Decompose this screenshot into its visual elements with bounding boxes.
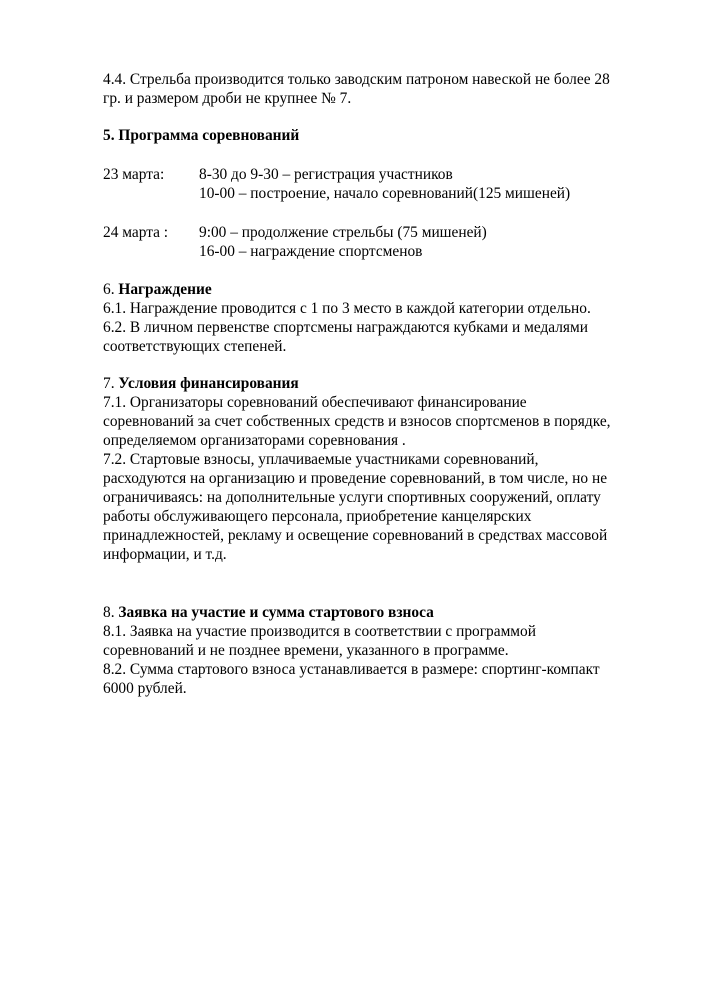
section-6-line: 6.1. Награждение проводится с 1 по 3 место в каждой категории отдельно.: [103, 300, 591, 317]
section-8-line: 8.1. Заявка на участие производится в соответствии с программой: [103, 623, 536, 640]
section-7-line: информации, и т.д.: [103, 546, 227, 563]
section-7-line: расходуются на организацию и проведение соревнований, в том числе, но не: [103, 470, 608, 487]
section-7-heading: [103, 374, 299, 393]
section-6-line: соответствующих степеней.: [103, 338, 287, 355]
section-8-line: соревнований и не позднее времени, указанного в программе.: [103, 642, 509, 659]
section-5-heading: 5. Программа соревнований: [103, 127, 300, 144]
section-7-line: определяемом организаторами соревнования .: [103, 432, 406, 449]
section-7-line: ограничиваясь: на дополнительные услуги спортивных сооружений, оплату: [103, 489, 601, 506]
section-7-line: 7.2. Стартовые взносы, уплачиваемые участниками соревнований,: [103, 451, 539, 468]
section-8-title: Заявка на участие и сумма стартового взноса: [118, 604, 434, 621]
section-6-heading: [103, 280, 212, 299]
section-7-number: 7.: [103, 375, 119, 392]
section-6-title: Награждение: [118, 281, 212, 298]
section-8-line: 6000 рублей.: [103, 680, 187, 697]
schedule-day2-date: 24 марта :: [103, 224, 169, 241]
section-7-line: принадлежностей, рекламу и освещение соревнований в средствах массовой: [103, 527, 608, 544]
item-4-4-line-1: 4.4. Стрельба производится только заводским патроном навеской не более 28: [103, 71, 610, 88]
section-6-number: 6.: [103, 281, 119, 298]
section-8-number: 8.: [103, 604, 119, 621]
schedule-day2-event: 9:00 – продолжение стрельбы (75 мишеней): [199, 224, 487, 241]
schedule-day1-event: 8-30 до 9-30 – регистрация участников: [199, 166, 453, 183]
schedule-day1-event: 10-00 – построение, начало соревнований(125 мишеней): [199, 185, 571, 202]
schedule-day2-event: 16-00 – награждение спортсменов: [199, 243, 423, 260]
item-4-4-line-2: гр. и размером дроби не крупнее № 7.: [103, 90, 352, 107]
section-8-heading: [103, 603, 434, 622]
section-7-line: работы обслуживающего персонала, приобретение канцелярских: [103, 508, 532, 525]
section-8-line: 8.2. Сумма стартового взноса устанавливается в размере: спортинг-компакт: [103, 661, 600, 678]
section-7-line: соревнований за счет собственных средств и взносов спортсменов в порядке,: [103, 413, 611, 430]
section-6-line: 6.2. В личном первенстве спортсмены награждаются кубками и медалями: [103, 319, 588, 336]
section-7-title: Условия финансирования: [118, 375, 299, 392]
schedule-day1-date: 23 марта:: [103, 166, 165, 183]
section-7-line: 7.1. Организаторы соревнований обеспечивают финансирование: [103, 394, 527, 411]
